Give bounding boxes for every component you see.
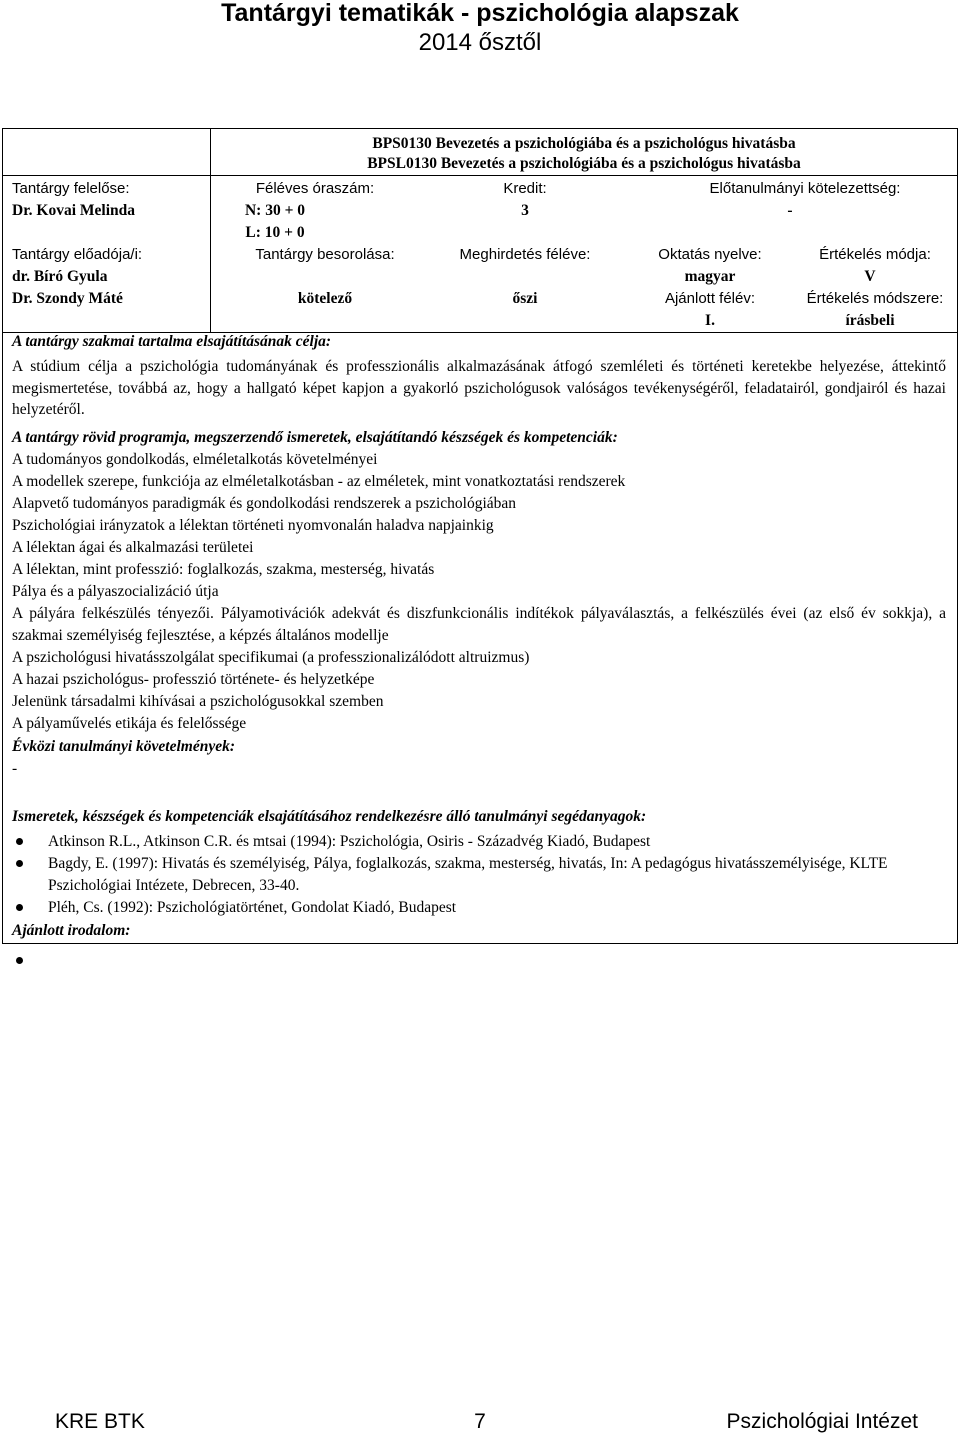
goal-heading: A tantárgy szakmai tartalma elsajátításának célja: [12,333,332,350]
program-line: A modellek szerepe, funkciója az elméletalkotásban - az elméletek, mint vonatkoztatási rendszerek [12,473,626,490]
program-line: A hazai pszichológus- professzió története- és helyzetképe [12,671,375,688]
page-title: Tantárgyi tematikák - pszichológia alapszak [221,0,739,27]
program-line: A tudományos gondolkodás, elméletalkotás követelményei [12,451,378,468]
eval-method-value: írásbeli [845,312,895,329]
program-line: A pszichológusi hivatásszolgálat specifikumai (a professzionalizálódott altruizmus) [12,649,530,666]
program-line: Pálya és a pályaszocializáció útja [12,583,219,600]
course-code-2: BPSL0130 Bevezetés a pszichológiába és a pszichológus hivatásba [367,155,801,172]
program-line: Jelenünk társadalmi kihívásai a pszichológusokkal szemben [12,693,384,710]
bullet-icon [16,838,23,845]
program-long-item: A pályára felkészülés tényezői. Pályamotivációk adekvát és diszfunkcionális indítékok pályaválasztás, a felkészülés évei (az első év sokkja), a szakmai személyiség fejlesztése, a képzés általános modellje [12,605,946,644]
credit-value: 3 [521,202,529,219]
material-item: Atkinson R.L., Atkinson C.R. és mtsai (1994): Pszichológia, Osiris - Századvég Kiadó, Budapest [48,833,651,850]
program-line: A lélektan, mint professzió: foglalkozás, szakma, mesterség, hivatás [12,561,435,578]
bullet-icon [16,957,23,964]
material-item: Bagdy, E. (1997): Hivatás és személyiség, Pálya, foglalkozás, szakma, mesterség, hivatás, In: A pedagógus hivatásszemélyisége, KLTE Pszichológiai Intézete, Debrecen, 33-40. [48,855,888,894]
bullet-icon [16,860,23,867]
course-code-1: BPS0130 Bevezetés a pszichológiába és a pszichológus hivatásba [372,135,796,152]
eval-method-label: Értékelés módszere: [806,290,944,307]
eval-mode-label: Értékelés módja: [819,246,931,263]
requirements-value: - [12,760,18,777]
divider [2,175,958,176]
recommended-value: I. [705,312,715,329]
lecturer-2: Dr. Szondy Máté [12,290,123,307]
program-line: Pszichológiai irányzatok a lélektan történeti nyomvonalán haladva napjainkig [12,517,494,534]
semester-value: őszi [512,290,538,307]
prereq-value: - [787,202,793,219]
goal-text: A stúdium célja a pszichológia tudományának és professzionális alkalmazásának átfogó szemléleti és történeti keretekbe helyezése, áttekintő megismertetése, továbbá az, hogy a hallgató képet kapjon a gyakorló pszichológusok valóságos tevékenységéről, feladatairól, gondjairól és hazai helyzetéről. [12,358,946,418]
classification-label: Tantárgy besorolása: [255,246,395,263]
page-number: 7 [474,1410,486,1433]
credit-label: Kredit: [503,180,547,197]
recommended-literature-heading: Ajánlott irodalom: [12,922,131,939]
hours-l: L: 10 + 0 [245,224,305,241]
footer-right: Pszichológiai Intézet [726,1410,918,1433]
lecturer-label: Tantárgy előadója/i: [12,246,143,263]
program-line: Alapvető tudományos paradigmák és gondolkodási rendszerek a pszichológiában [12,495,517,512]
footer-left: KRE BTK [55,1410,145,1433]
requirements-heading: Évközi tanulmányi követelmények: [12,738,236,755]
classification-value: kötelező [297,290,353,307]
bullet-icon [16,904,23,911]
program-line: A lélektan ágai és alkalmazási területei [12,539,254,556]
page-subtitle: 2014 ősztől [418,29,542,56]
hours-n: N: 30 + 0 [244,202,306,219]
program-heading: A tantárgy rövid programja, megszerzendő ismeretek, elsajátítandó készségek és kompetenciák: [12,429,618,446]
semester-label: Meghirdetés féléve: [459,246,591,263]
language-label: Oktatás nyelve: [658,246,762,263]
materials-heading: Ismeretek, készségek és kompetenciák elsajátításához rendelkezésre álló tanulmányi segédanyagok: [12,808,647,825]
prereq-label: Előtanulmányi kötelezettség: [709,180,901,197]
lecturer-1: dr. Bíró Gyula [12,268,108,285]
responsible-label: Tantárgy felelőse: [12,180,130,197]
program-line: A pályaművelés etikája és felelőssége [12,715,247,732]
eval-mode-value: V [864,268,876,285]
material-item: Pléh, Cs. (1992): Pszichológiatörténet, Gondolat Kiadó, Budapest [48,899,457,916]
hours-label: Féléves óraszám: [255,180,375,197]
language-value: magyar [684,268,736,285]
recommended-label: Ajánlott félév: [664,290,756,307]
responsible-value: Dr. Kovai Melinda [12,202,136,219]
